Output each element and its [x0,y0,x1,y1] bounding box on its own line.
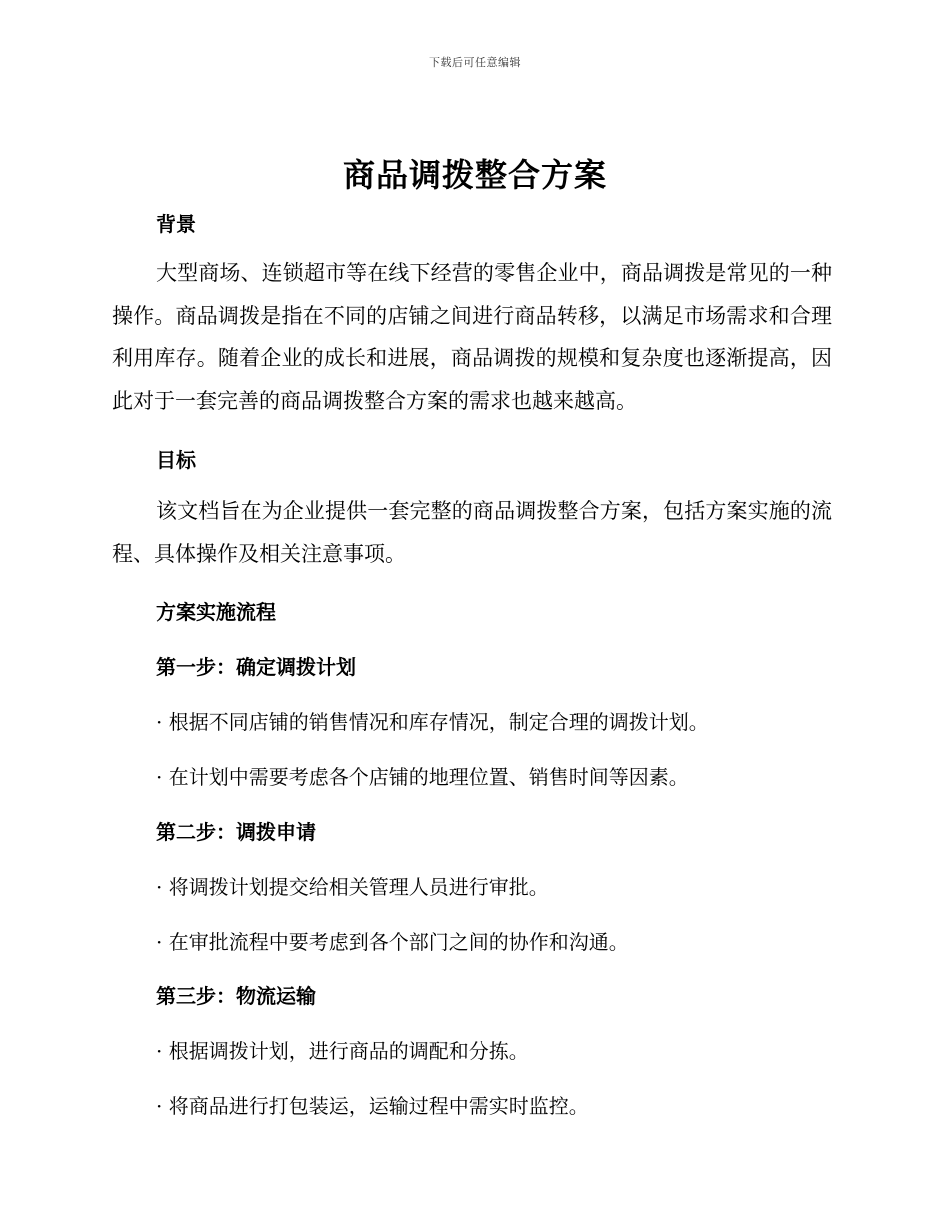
step-1-bullet-1: · 根据不同店铺的销售情况和库存情况，制定合理的调拨计划。 [156,710,709,734]
step-2-bullet-2: · 在审批流程中要考虑到各个部门之间的协作和沟通。 [156,930,629,954]
section-heading-goal: 目标 [156,448,196,472]
step-heading-3: 第三步：物流运输 [156,984,316,1008]
step-3-bullet-1: · 根据调拨计划，进行商品的调配和分拣。 [156,1039,529,1063]
background-paragraph: 大型商场、连锁超市等在线下经营的零售企业中，商品调拨是常见的一种操作。商品调拨是指在不同的店铺之间进行商品转移，以满足市场需求和合理利用库存。随着企业的成长和进展，商品调拨的规模和复杂度也逐渐提高，因此对于一套完善的商品调拨整合方案的需求也越来越高。 [112,261,832,413]
step-3-bullet-2: · 将商品进行打包装运，运输过程中需实时监控。 [156,1094,589,1118]
section-heading-process: 方案实施流程 [156,600,276,624]
goal-paragraph: 该文档旨在为企业提供一套完整的商品调拨整合方案，包括方案实施的流程、具体操作及相关注意事项。 [112,499,832,566]
step-heading-2: 第二步：调拨申请 [156,820,316,844]
step-1-bullet-2: · 在计划中需要考虑各个店铺的地理位置、销售时间等因素。 [156,765,689,789]
section-heading-background: 背景 [156,212,196,236]
step-2-bullet-1: · 将调拨计划提交给相关管理人员进行审批。 [156,875,549,899]
document-title: 商品调拨整合方案 [342,156,607,194]
step-heading-1: 第一步：确定调拨计划 [156,655,356,679]
header-note: 下载后可任意编辑 [429,56,521,69]
